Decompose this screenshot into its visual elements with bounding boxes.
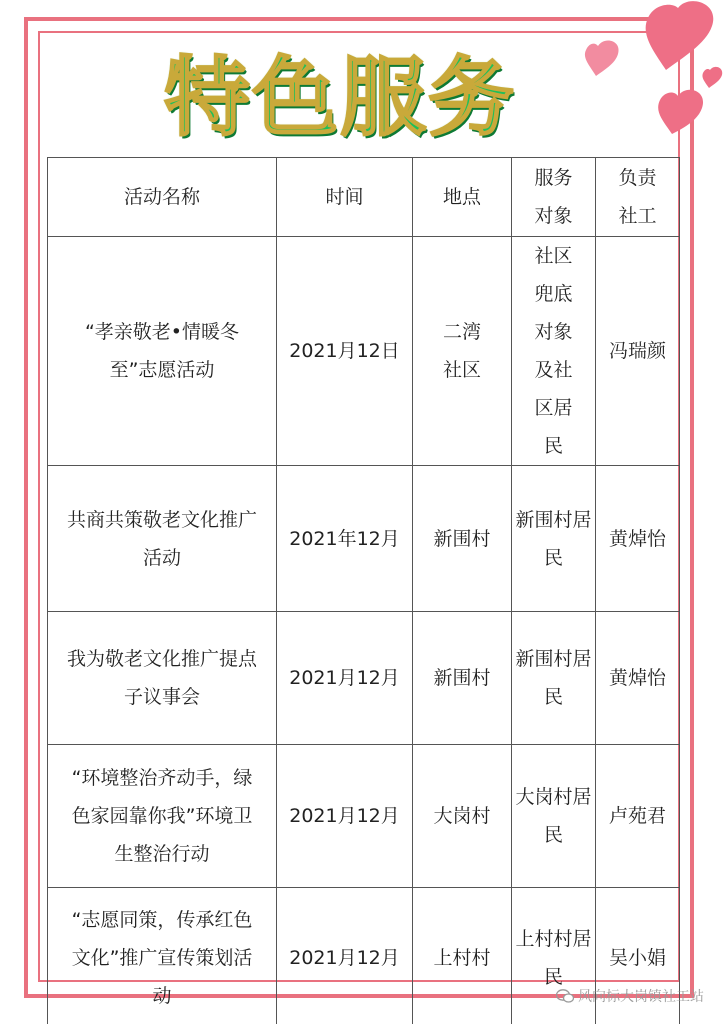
place-cell: 新围村 — [413, 466, 512, 612]
place-cell: 大岗村 — [413, 745, 512, 888]
column-header: 活动名称 — [48, 158, 277, 237]
worker-cell: 冯瑞颜 — [596, 237, 680, 466]
wechat-icon — [556, 989, 574, 1003]
time-cell: 2021年12月 — [277, 466, 413, 612]
target-cell: 上村村居民 — [512, 888, 596, 1024]
column-header: 地点 — [413, 158, 512, 237]
place-cell: 新围村 — [413, 612, 512, 745]
place-cell: 上村村 — [413, 888, 512, 1024]
time-cell: 2021月12月 — [277, 745, 413, 888]
column-header: 服务对象 — [512, 158, 596, 237]
heart-icon — [585, 40, 619, 76]
activity-name-cell: “孝亲敬老•情暖冬至”志愿活动 — [48, 237, 277, 466]
place-cell: 二湾社区 — [413, 237, 512, 466]
activity-name-cell: 共商共策敬老文化推广活动 — [48, 466, 277, 612]
table-row — [48, 466, 680, 612]
activity-name-cell: 我为敬老文化推广提点子议事会 — [48, 612, 277, 745]
column-header: 时间 — [277, 158, 413, 237]
worker-cell: 黄焯怡 — [596, 612, 680, 745]
page-title: 特色服务 — [164, 48, 516, 148]
target-cell: 新围村居民 — [512, 466, 596, 612]
activity-table — [47, 157, 680, 1024]
time-cell: 2021月12月 — [277, 612, 413, 745]
time-cell: 2021月12月 — [277, 888, 413, 1024]
table-row — [48, 612, 680, 745]
worker-cell: 卢苑君 — [596, 745, 680, 888]
target-cell: 大岗村居民 — [512, 745, 596, 888]
watermark-text: 风向标大岗镇社工站 — [578, 989, 704, 1005]
table-header-row — [48, 158, 680, 237]
worker-cell: 黄焯怡 — [596, 466, 680, 612]
column-header: 负责社工 — [596, 158, 680, 237]
heart-icon — [646, 1, 714, 70]
table-row — [48, 237, 680, 466]
watermark — [556, 986, 704, 1006]
activity-name-cell: “环境整治齐动手，绿色家园靠你我”环境卫生整治行动 — [48, 745, 277, 888]
heart-icon — [702, 67, 722, 88]
activity-name-cell: “志愿同策，传承红色文化”推广宣传策划活动 — [48, 888, 277, 1024]
time-cell: 2021月12日 — [277, 237, 413, 466]
target-cell: 社区兜底对象及社区居民 — [512, 237, 596, 466]
worker-cell: 吴小娟 — [596, 888, 680, 1024]
heart-icon — [560, 0, 724, 160]
table-row — [48, 745, 680, 888]
heart-icon — [658, 90, 703, 134]
target-cell: 新围村居民 — [512, 612, 596, 745]
